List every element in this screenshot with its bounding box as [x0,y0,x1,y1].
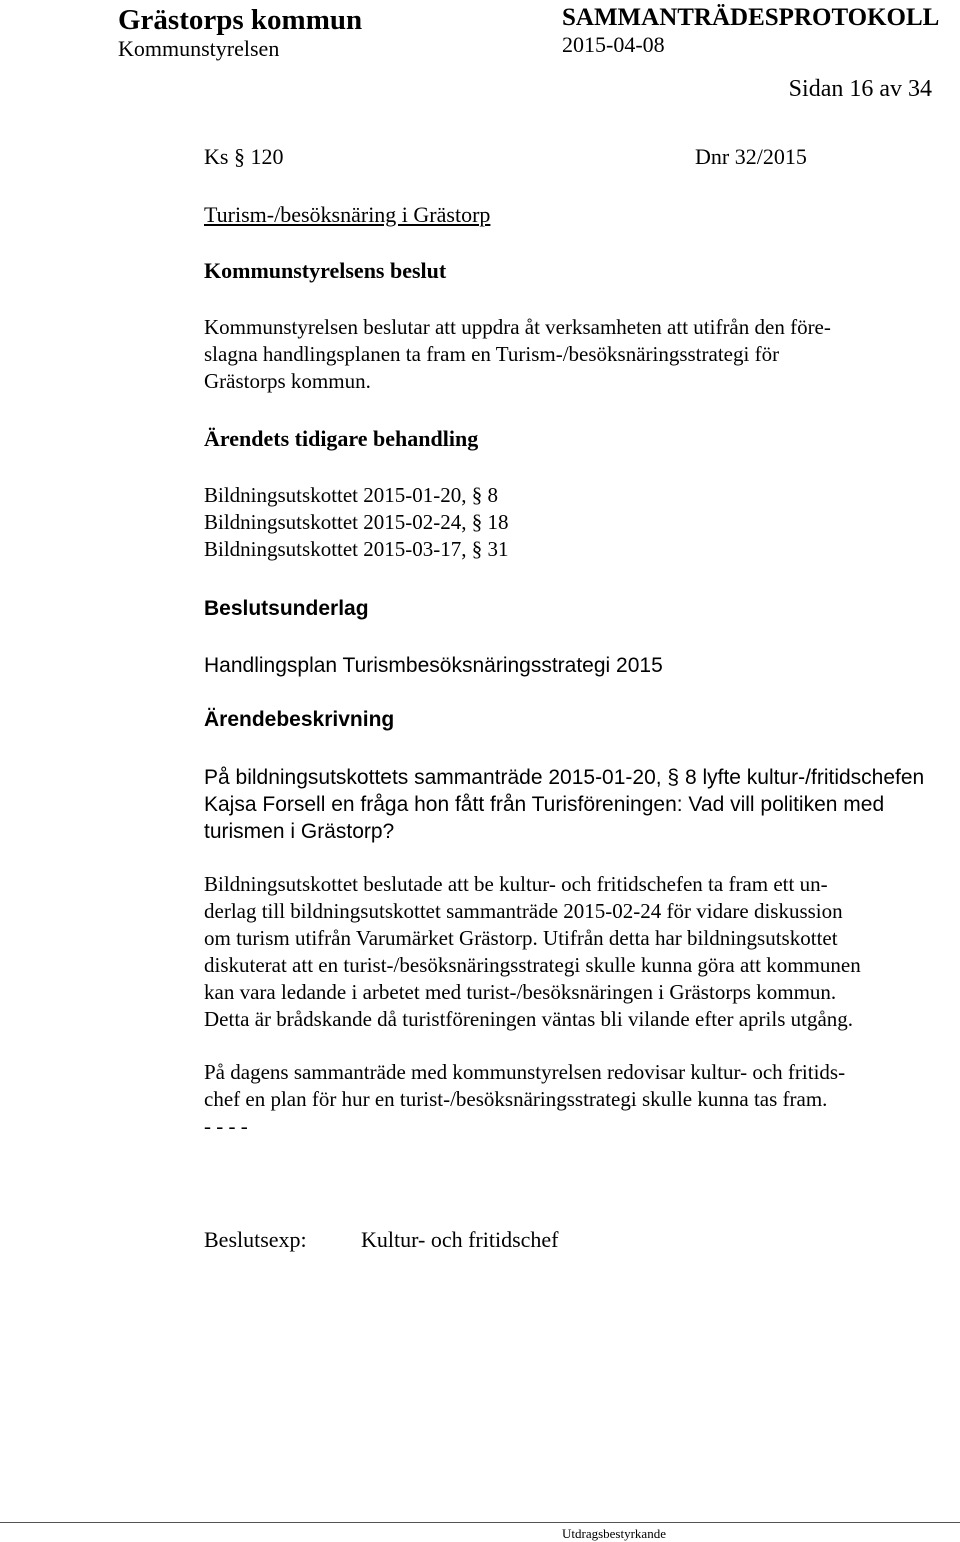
paragraph-line: På bildningsutskottets sammanträde 2015-01-20, § 8 lyfte kultur-/fritidschefen [204,766,925,789]
history-heading: Ärendets tidigare behandling [204,426,479,451]
paragraph-line: På dagens sammanträde med kommunstyrelsen redovisar kultur- och fritids- [204,1060,846,1084]
footer-certification-label: Utdragsbestyrkande [562,1526,666,1541]
paragraph-line: turismen i Grästorp? [204,820,395,843]
registration-number: Dnr 32/2015 [695,144,807,169]
footer-rule [0,1522,960,1523]
description-paragraph-3 [204,1059,845,1140]
dispatch-value: Kultur- och fritidschef [361,1227,559,1252]
history-item: Bildningsutskottet 2015-01-20, § 8 [204,483,498,507]
paragraph-line: om turism utifrån Varumärket Grästorp. Utifrån detta har bildningsutskottet [204,926,838,950]
paragraph-line: Kajsa Forsell en fråga hon fått från Turisföreningen: Vad vill politiken med [204,793,885,816]
case-subject: Turism-/besöksnäring i Grästorp [204,202,491,227]
description-heading: Ärendebeskrivning [204,708,395,731]
paragraph-line: chef en plan för hur en turist-/besöksnäringsstrategi skulle kunna tas fram. [204,1087,828,1111]
page-number: Sidan 16 av 34 [788,76,932,102]
paragraph-line: derlag till bildningsutskottet sammanträde 2015-02-24 för vidare diskussion [204,899,843,923]
case-number: Ks § 120 [204,144,284,169]
decision-heading: Kommunstyrelsens beslut [204,258,447,283]
paragraph-line: diskuterat att en turist-/besöksnäringsstrategi skulle kunna göra att kommunen [204,953,861,977]
paragraph-line: - - - - [204,1114,248,1138]
document-type: SAMMANTRÄDESPROTOKOLL [562,4,940,31]
paragraph-line: Detta är brådskande då turistföreningen väntas bli vilande efter aprils utgång. [204,1007,854,1031]
decision-line: Grästorps kommun. [204,369,371,393]
decision-line: slagna handlingsplanen ta fram en Turism-/besöksnäringsstrategi för [204,342,780,366]
description-paragraph-2 [204,871,861,1033]
meeting-date: 2015-04-08 [562,32,665,57]
department-name: Kommunstyrelsen [118,36,280,61]
basis-item: Handlingsplan Turismbesöksnäringsstrategi 2015 [204,654,663,677]
decision-text [204,314,831,395]
decision-line: Kommunstyrelsen beslutar att uppdra åt verksamheten att utifrån den före- [204,315,831,339]
description-paragraph-1 [204,764,924,845]
paragraph-line: kan vara ledande i arbetet med turist-/besöksnäringen i Grästorps kommun. [204,980,837,1004]
history-item: Bildningsutskottet 2015-02-24, § 18 [204,510,509,534]
organization-name: Grästorps kommun [118,4,363,36]
history-list [204,482,509,563]
history-item: Bildningsutskottet 2015-03-17, § 31 [204,537,509,561]
basis-heading: Beslutsunderlag [204,597,369,620]
paragraph-line: Bildningsutskottet beslutade att be kultur- och fritidschefen ta fram ett un- [204,872,828,896]
dispatch-label: Beslutsexp: [204,1227,307,1252]
